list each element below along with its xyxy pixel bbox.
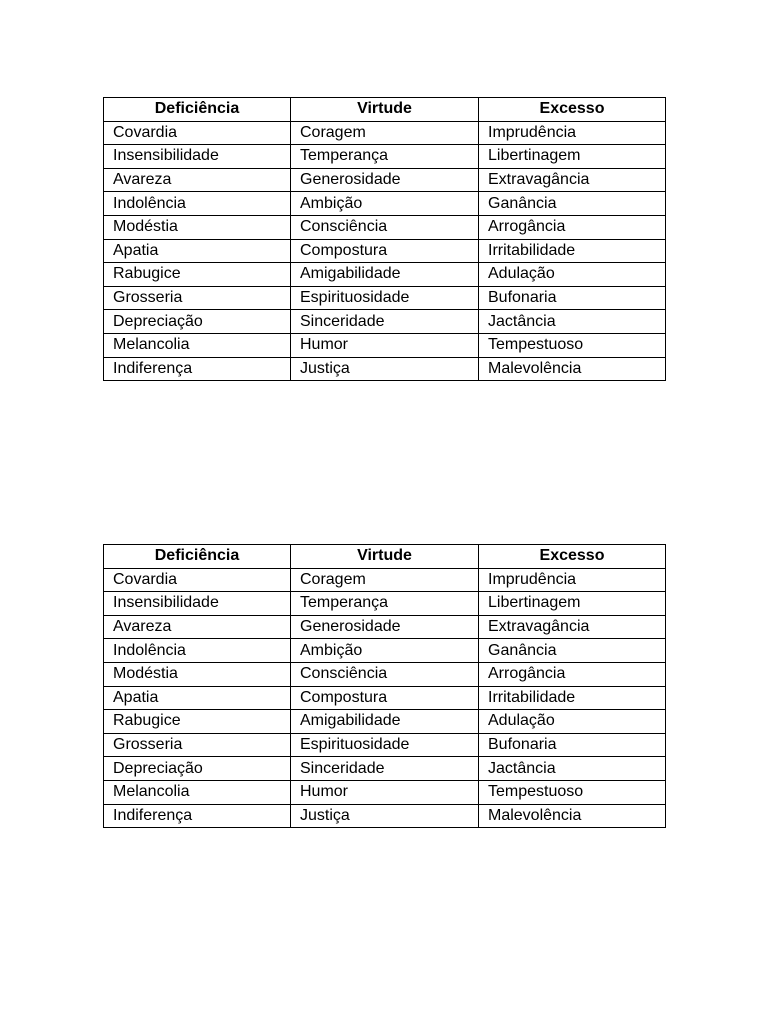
deficiency-cell: Insensibilidade bbox=[104, 592, 291, 616]
virtue-cell: Sinceridade bbox=[291, 310, 479, 334]
deficiency-cell: Rabugice bbox=[104, 263, 291, 287]
deficiency-cell: Avareza bbox=[104, 168, 291, 192]
virtue-cell: Compostura bbox=[291, 239, 479, 263]
virtue-cell: Amigabilidade bbox=[291, 710, 479, 734]
virtue-cell: Sinceridade bbox=[291, 757, 479, 781]
deficiency-cell: Covardia bbox=[104, 121, 291, 145]
virtue-cell: Justiça bbox=[291, 804, 479, 828]
table-row bbox=[104, 121, 666, 145]
virtue-cell: Generosidade bbox=[291, 168, 479, 192]
deficiency-cell: Depreciação bbox=[104, 310, 291, 334]
virtues-table-2 bbox=[103, 544, 666, 828]
table-row bbox=[104, 215, 666, 239]
deficiency-cell: Modéstia bbox=[104, 215, 291, 239]
excess-cell: Malevolência bbox=[479, 357, 666, 381]
virtue-cell: Ambição bbox=[291, 192, 479, 216]
excess-cell: Extravagância bbox=[479, 615, 666, 639]
table-row bbox=[104, 168, 666, 192]
virtue-cell: Coragem bbox=[291, 121, 479, 145]
deficiency-cell: Rabugice bbox=[104, 710, 291, 734]
virtue-cell: Espirituosidade bbox=[291, 286, 479, 310]
table-row bbox=[104, 592, 666, 616]
excess-cell: Irritabilidade bbox=[479, 239, 666, 263]
table-row bbox=[104, 639, 666, 663]
table-row bbox=[104, 310, 666, 334]
virtue-cell: Temperança bbox=[291, 145, 479, 169]
header-row bbox=[104, 545, 666, 569]
excess-cell: Bufonaria bbox=[479, 286, 666, 310]
deficiency-cell: Modéstia bbox=[104, 662, 291, 686]
deficiency-cell: Indiferença bbox=[104, 804, 291, 828]
excess-cell: Libertinagem bbox=[479, 592, 666, 616]
excess-cell: Ganância bbox=[479, 192, 666, 216]
deficiency-cell: Avareza bbox=[104, 615, 291, 639]
deficiency-cell: Insensibilidade bbox=[104, 145, 291, 169]
table-row bbox=[104, 686, 666, 710]
deficiency-cell: Indiferença bbox=[104, 357, 291, 381]
table-row bbox=[104, 357, 666, 381]
header-row bbox=[104, 98, 666, 122]
excess-cell: Tempestuoso bbox=[479, 780, 666, 804]
deficiency-cell: Indolência bbox=[104, 192, 291, 216]
table-row bbox=[104, 286, 666, 310]
table-row bbox=[104, 192, 666, 216]
excess-cell: Jactância bbox=[479, 310, 666, 334]
excess-cell: Ganância bbox=[479, 639, 666, 663]
table-row bbox=[104, 615, 666, 639]
table-row bbox=[104, 263, 666, 287]
table-body bbox=[104, 568, 666, 828]
virtue-cell: Temperança bbox=[291, 592, 479, 616]
deficiency-cell: Indolência bbox=[104, 639, 291, 663]
excess-cell: Bufonaria bbox=[479, 733, 666, 757]
virtue-cell: Ambição bbox=[291, 639, 479, 663]
excess-cell: Arrogância bbox=[479, 662, 666, 686]
virtue-cell: Espirituosidade bbox=[291, 733, 479, 757]
excess-cell: Libertinagem bbox=[479, 145, 666, 169]
header-cell-virtude: Virtude bbox=[291, 98, 479, 122]
excess-cell: Jactância bbox=[479, 757, 666, 781]
excess-cell: Malevolência bbox=[479, 804, 666, 828]
table-row bbox=[104, 733, 666, 757]
virtue-cell: Compostura bbox=[291, 686, 479, 710]
header-cell-deficiencia: Deficiência bbox=[104, 545, 291, 569]
header-cell-excesso: Excesso bbox=[479, 545, 666, 569]
table-row bbox=[104, 145, 666, 169]
virtue-cell: Consciência bbox=[291, 215, 479, 239]
deficiency-cell: Apatia bbox=[104, 239, 291, 263]
virtue-cell: Generosidade bbox=[291, 615, 479, 639]
virtue-cell: Humor bbox=[291, 780, 479, 804]
excess-cell: Adulação bbox=[479, 710, 666, 734]
deficiency-cell: Covardia bbox=[104, 568, 291, 592]
virtue-cell: Amigabilidade bbox=[291, 263, 479, 287]
excess-cell: Imprudência bbox=[479, 568, 666, 592]
virtue-cell: Humor bbox=[291, 333, 479, 357]
excess-cell: Adulação bbox=[479, 263, 666, 287]
deficiency-cell: Apatia bbox=[104, 686, 291, 710]
table-row bbox=[104, 239, 666, 263]
table-row bbox=[104, 757, 666, 781]
table-row bbox=[104, 804, 666, 828]
table-row bbox=[104, 568, 666, 592]
deficiency-cell: Grosseria bbox=[104, 733, 291, 757]
deficiency-cell: Melancolia bbox=[104, 780, 291, 804]
deficiency-cell: Melancolia bbox=[104, 333, 291, 357]
deficiency-cell: Depreciação bbox=[104, 757, 291, 781]
header-cell-deficiencia: Deficiência bbox=[104, 98, 291, 122]
excess-cell: Tempestuoso bbox=[479, 333, 666, 357]
table-row bbox=[104, 710, 666, 734]
virtue-cell: Coragem bbox=[291, 568, 479, 592]
virtue-cell: Justiça bbox=[291, 357, 479, 381]
header-cell-excesso: Excesso bbox=[479, 98, 666, 122]
table-header bbox=[104, 98, 666, 122]
virtues-table-1 bbox=[103, 97, 666, 381]
virtue-cell: Consciência bbox=[291, 662, 479, 686]
table-row bbox=[104, 780, 666, 804]
table-row bbox=[104, 333, 666, 357]
excess-cell: Imprudência bbox=[479, 121, 666, 145]
table-header bbox=[104, 545, 666, 569]
excess-cell: Arrogância bbox=[479, 215, 666, 239]
header-cell-virtude: Virtude bbox=[291, 545, 479, 569]
table-row bbox=[104, 662, 666, 686]
table-body bbox=[104, 121, 666, 381]
deficiency-cell: Grosseria bbox=[104, 286, 291, 310]
excess-cell: Extravagância bbox=[479, 168, 666, 192]
excess-cell: Irritabilidade bbox=[479, 686, 666, 710]
